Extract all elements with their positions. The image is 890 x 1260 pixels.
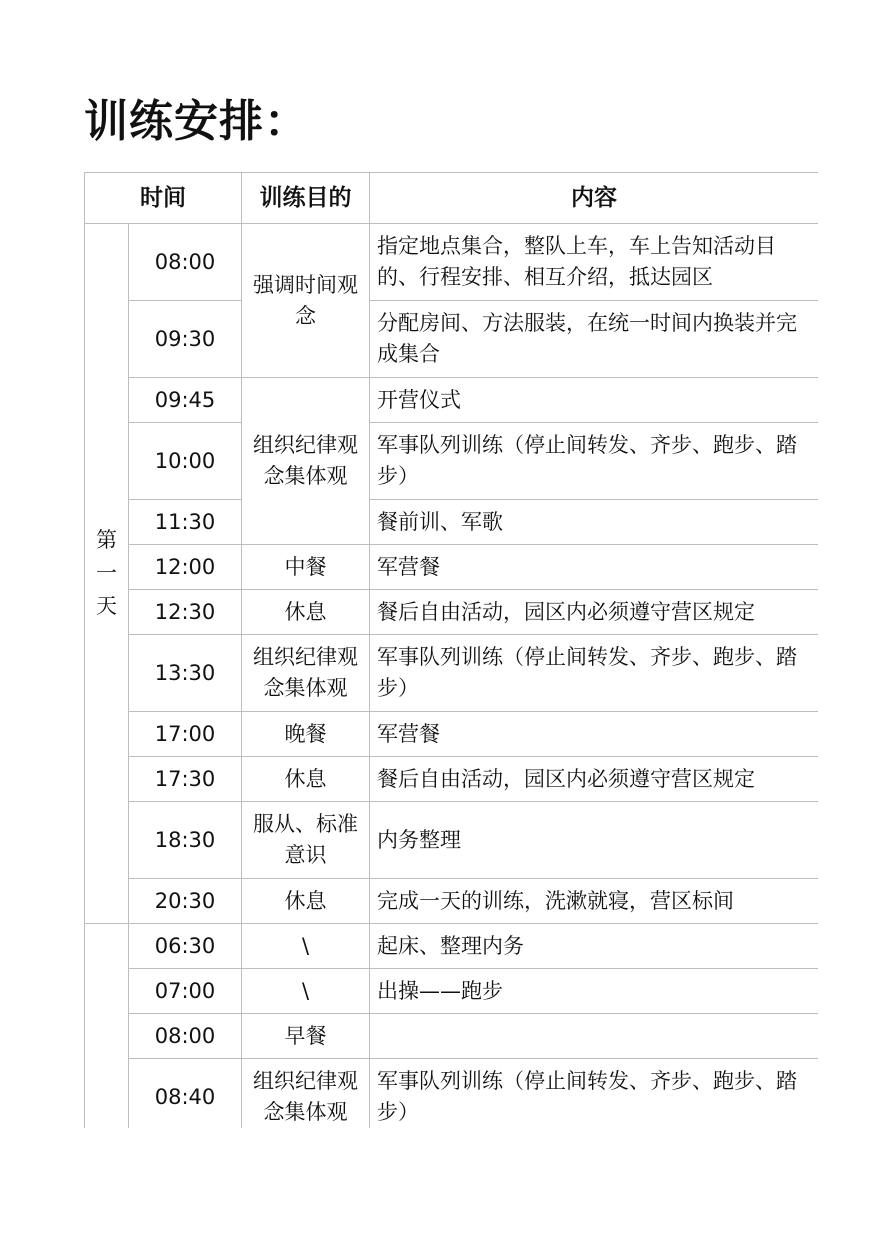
table-row (85, 500, 819, 545)
table-header-row (85, 173, 819, 224)
time-cell: 08:00 (129, 1014, 242, 1059)
table-row (85, 224, 819, 301)
content-cell: 完成一天的训练，洗漱就寝，营区标间 (370, 879, 819, 924)
header-time: 时间 (85, 173, 242, 224)
page-title: 训练安排： (84, 96, 309, 147)
table-row (85, 969, 819, 1014)
content-cell: 餐后自由活动，园区内必须遵守营区规定 (370, 757, 819, 802)
day-label: 第一天 (96, 528, 117, 618)
time-cell: 12:00 (129, 545, 242, 590)
purpose-cell: 服从、标准意识 (242, 802, 370, 879)
table-row (85, 301, 819, 378)
time-cell: 18:30 (129, 802, 242, 879)
content-cell: 军事队列训练（停止间转发、齐步、跑步、踏步） (370, 423, 819, 500)
time-cell: 06:30 (129, 924, 242, 969)
time-cell: 08:00 (129, 224, 242, 301)
purpose-cell: 晚餐 (242, 712, 370, 757)
content-cell (370, 1014, 819, 1059)
content-cell: 军事队列训练（停止间转发、齐步、跑步、踏步） (370, 1059, 819, 1129)
content-cell: 出操——跑步 (370, 969, 819, 1014)
time-cell: 08:40 (129, 1059, 242, 1129)
table-row (85, 924, 819, 969)
content-cell: 军营餐 (370, 545, 819, 590)
content-cell: 餐后自由活动，园区内必须遵守营区规定 (370, 590, 819, 635)
purpose-cell: 休息 (242, 757, 370, 802)
content-cell: 开营仪式 (370, 378, 819, 423)
purpose-cell: 组织纪律观念集体观 (242, 1059, 370, 1129)
purpose-cell: 休息 (242, 590, 370, 635)
content-cell: 起床、整理内务 (370, 924, 819, 969)
content-cell: 分配房间、方法服装，在统一时间内换装并完成集合 (370, 301, 819, 378)
purpose-cell: 中餐 (242, 545, 370, 590)
time-cell: 09:45 (129, 378, 242, 423)
table-row (85, 378, 819, 423)
time-cell: 13:30 (129, 635, 242, 712)
purpose-cell: \ (242, 924, 370, 969)
table-row (85, 802, 819, 879)
table-row (85, 1059, 819, 1129)
content-cell: 内务整理 (370, 802, 819, 879)
table-row (85, 423, 819, 500)
purpose-cell: 强调时间观念 (242, 224, 370, 378)
schedule-table (84, 172, 818, 1128)
table-row (85, 545, 819, 590)
time-cell: 10:00 (129, 423, 242, 500)
table-row (85, 712, 819, 757)
purpose-cell: 组织纪律观念集体观 (242, 378, 370, 545)
table-row (85, 635, 819, 712)
time-cell: 07:00 (129, 969, 242, 1014)
time-cell: 12:30 (129, 590, 242, 635)
day-cell (85, 924, 129, 1129)
table-row (85, 757, 819, 802)
table-row (85, 1014, 819, 1059)
time-cell: 11:30 (129, 500, 242, 545)
purpose-cell: 早餐 (242, 1014, 370, 1059)
time-cell: 17:00 (129, 712, 242, 757)
schedule-table-container (84, 172, 818, 1128)
header-content: 内容 (370, 173, 819, 224)
content-cell: 军事队列训练（停止间转发、齐步、跑步、踏步） (370, 635, 819, 712)
time-cell: 09:30 (129, 301, 242, 378)
content-cell: 军营餐 (370, 712, 819, 757)
table-row (85, 879, 819, 924)
content-cell: 指定地点集合，整队上车，车上告知活动目的、行程安排、相互介绍，抵达园区 (370, 224, 819, 301)
content-cell: 餐前训、军歌 (370, 500, 819, 545)
purpose-cell: \ (242, 969, 370, 1014)
day-cell (85, 224, 129, 924)
time-cell: 17:30 (129, 757, 242, 802)
time-cell: 20:30 (129, 879, 242, 924)
purpose-cell: 休息 (242, 879, 370, 924)
header-purpose: 训练目的 (242, 173, 370, 224)
purpose-cell: 组织纪律观念集体观 (242, 635, 370, 712)
table-row (85, 590, 819, 635)
